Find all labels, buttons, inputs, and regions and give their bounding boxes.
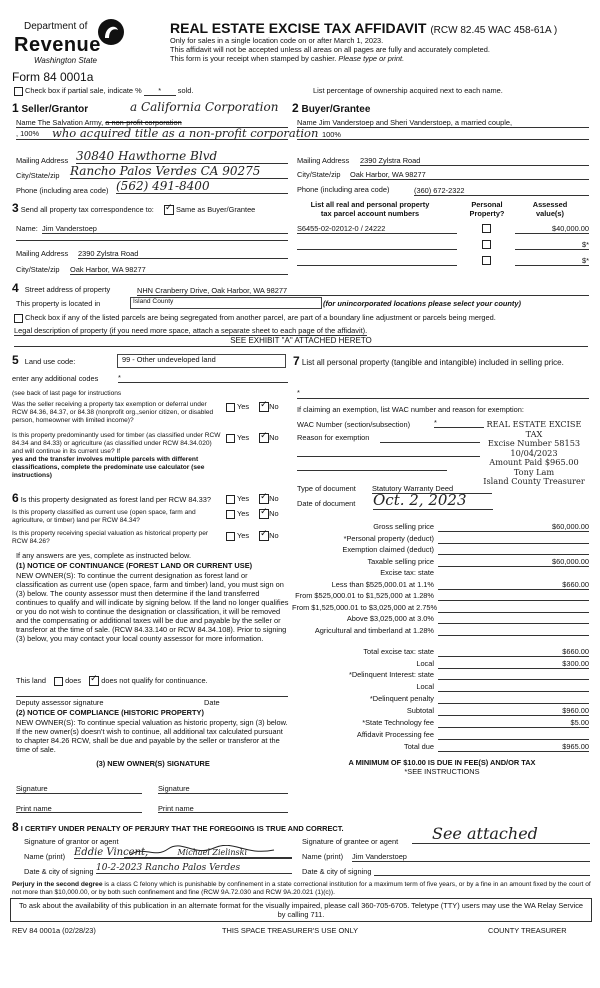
sig-label-1: Signature — [16, 784, 48, 793]
partial-sale-percent[interactable]: * — [144, 86, 176, 96]
parcel-personal-checkbox-1[interactable] — [482, 224, 491, 233]
calc-value — [438, 568, 589, 577]
header-line-2: This affidavit will not be accepted unless all areas on all pages are fully and accurately completed. — [170, 45, 490, 54]
calc-label: From $1,525,000.01 to $3,025,000 at 2.75% — [292, 602, 438, 612]
sec6-q2-yes[interactable] — [226, 510, 235, 519]
seller-heading: 1 Seller/Grantor — [12, 101, 89, 115]
calc-value[interactable] — [438, 730, 589, 740]
segregated-checkbox[interactable] — [14, 314, 23, 323]
buyer-pct: 100% — [322, 130, 341, 139]
parcel-number-3[interactable] — [297, 256, 457, 266]
sec7-line — [297, 398, 589, 399]
accessibility-box: To ask about the availability of this publication in an alternate format for the visually impaired, please call 360-705-6705. Teletype (TTY) users may use the WA Relay Service by calling 711. — [10, 898, 592, 922]
additional-codes[interactable]: * — [118, 373, 288, 383]
form-number: Form 84 0001a — [12, 70, 94, 84]
print-label-1: Print name — [16, 804, 52, 813]
wac-label: WAC Number (section/subsection) — [297, 420, 411, 429]
sec6-q1-no[interactable] — [259, 494, 269, 504]
seller-phone[interactable]: (562) 491-8400 — [116, 179, 288, 194]
sec6-q3-no[interactable] — [259, 531, 269, 541]
print-label-2: Print name — [158, 804, 194, 813]
land-not-qualify-checkbox[interactable] — [89, 676, 99, 686]
parcel-number-1[interactable]: S6455-02-02012-0 / 24222 — [297, 224, 457, 234]
reason-line-2[interactable] — [297, 456, 480, 457]
calc-value[interactable]: $60,000.00 — [438, 557, 589, 567]
logo — [14, 14, 129, 72]
sec5-q2b: yes and the transfer involves multiple parcels with different classifications, complete the predominate use calculator (see instructions) — [12, 456, 205, 479]
notice-1-text: NEW OWNER(S): To continue the current designation as forest land or classification as current use (open space, farm and timber) land, you must sign on (3) below. The county assessor must then determine if the land transferred continues to qualify and will indicate by signing below. If the land no longer qualifies or you do not wish to continue the designation or classification, it will be removed and the compensating or additional taxes will be due and payable by the seller or transferor at the time of sale. (RCW 84.33.140 or RCW 84.34.108). Prior to signing (3) below, you may contact your local county assessor for more information. — [16, 571, 289, 643]
calc-label: Affidavit Processing fee — [356, 730, 434, 739]
buyer-mail-label: Mailing Address — [297, 156, 350, 165]
seller-hw-corp: a California Corporation — [130, 100, 279, 114]
doc-date-label: Date of document — [297, 499, 356, 508]
parcel-header-numbers: List all real and personal property tax parcel account numbers — [310, 200, 430, 218]
seller-mail-label: Mailing Address — [16, 156, 69, 165]
sig-line-2[interactable] — [158, 793, 288, 794]
calc-label: Above $3,025,000 at 3.0% — [346, 614, 434, 623]
buyer-name-row: Name Jim Vanderstoep and Sheri Vanderstoep, a married couple, — [297, 118, 513, 127]
calc-label: Local — [416, 681, 434, 691]
sec5-q1-yes[interactable] — [226, 403, 235, 412]
calc-label: Subtotal — [406, 706, 434, 715]
calc-value[interactable] — [438, 670, 589, 680]
calc-label: Total excise tax: state — [363, 647, 434, 656]
stamp-line-3: 10/04/2023 — [510, 447, 558, 458]
sec3-mail-label: Mailing Address — [16, 249, 69, 258]
buyer-mail[interactable]: 2390 Zylstra Road — [360, 156, 589, 166]
sec5-q2: Is this property predominantly used for timber (as classified under RCW 84.34 and 84.33) or agriculture (as classified under RCW 84.34.020) and will continue in its current use? If — [12, 432, 221, 455]
parcel-value-3[interactable]: $* — [515, 256, 589, 266]
minimum-note: A MINIMUM OF $10.00 IS DUE IN FEE(S) AND/OR TAX — [348, 758, 536, 767]
calc-label: *Personal property (deduct) — [343, 533, 434, 543]
footer-rev: REV 84 0001a (02/28/23) — [12, 926, 96, 935]
calc-value[interactable] — [438, 603, 589, 613]
calc-value[interactable]: $660.00 — [438, 647, 589, 657]
calc-value[interactable] — [438, 545, 589, 555]
land-use-code[interactable]: 99 - Other undeveloped land — [117, 354, 286, 368]
header-line-3: This form is your receipt when stamped by cashier. Please type or print. — [170, 54, 405, 63]
buyer-phone[interactable]: (360) 672-2322 — [414, 186, 589, 196]
calc-value[interactable]: $5.00 — [438, 718, 589, 728]
calc-value[interactable] — [438, 591, 589, 601]
calc-label: Total due — [404, 742, 434, 751]
sec5-q2-answer: Yes ✓ No — [226, 433, 279, 443]
parcel-value-2[interactable]: $* — [515, 240, 589, 250]
buyer-city[interactable]: Oak Harbor, WA 98277 — [350, 170, 589, 180]
sec5-q2-no[interactable] — [259, 433, 269, 443]
notice-1-heading: (1) NOTICE OF CONTINUANCE (FOREST LAND OR CURRENT USE) — [16, 561, 253, 570]
stamp-line-4: Amount Paid $965.00 — [489, 457, 579, 467]
sec6-q1-answer: Yes ✓ No — [226, 494, 279, 504]
grantor-name-label: Name (print) — [24, 852, 66, 861]
grantee-signature[interactable]: See attached — [412, 824, 590, 844]
logo-revenue: Revenue — [14, 34, 101, 56]
sec6-q1-yes[interactable] — [226, 495, 235, 504]
buyer-city-label: City/State/zip — [297, 170, 341, 179]
exemption-label: If claiming an exemption, list WAC number and reason for exemption: — [297, 405, 524, 414]
grantor-date-city[interactable]: 10-2-2023 Rancho Palos Verdes — [96, 863, 292, 874]
sec3-line — [16, 240, 288, 241]
grantor-date-label: Date & city of signing — [24, 867, 94, 876]
calc-label: Gross selling price — [373, 522, 434, 531]
sec5-q2-yes[interactable] — [226, 434, 235, 443]
grantor-name[interactable]: Eddie Vincent, Michael Zielinski — [74, 847, 292, 859]
notice-2-text: NEW OWNER(S): To continue special valuation as historic property, sign (3) below. If the new owner(s) doesn't wish to continue, all additional tax calculated pursuant to chapter 84.26 RCW, shall be due and payable by the seller or transferor at the time of sale. — [16, 718, 288, 754]
sec6-q2: Is this property classified as current use (open space, farm and agriculture, or timber) land per RCW 84.34? — [12, 509, 196, 524]
reason-line-3[interactable] — [297, 470, 447, 471]
sec6-q3-yes[interactable] — [226, 532, 235, 541]
sec7-star: * — [297, 388, 300, 397]
parcel-header-assessed: Assessed value(s) — [532, 200, 568, 218]
legal-description[interactable]: SEE EXHIBIT "A" ATTACHED HERETO — [14, 336, 588, 347]
buyer-line-2 — [297, 139, 589, 140]
same-as-buyer-checkbox[interactable] — [164, 205, 174, 215]
doc-date[interactable]: Oct. 2, 2023 — [373, 491, 493, 510]
land-does-checkbox[interactable] — [54, 677, 63, 686]
calc-label: *Delinquent penalty — [369, 694, 434, 703]
grantor-sig-label: Signature of grantor or agent — [24, 837, 119, 846]
calc-label: *Delinquent Interest: state — [348, 670, 434, 679]
county-select[interactable]: Island County — [130, 297, 322, 309]
seller-line-2 — [16, 139, 288, 140]
grantee-name[interactable]: Jim Vanderstoep — [352, 852, 590, 862]
sec3-label: 3 Send all property tax correspondence to: ✓ Same as Buyer/Grantee — [12, 204, 255, 215]
sec3-name-label: Name: — [16, 224, 38, 233]
parcel-personal-checkbox-2[interactable] — [482, 240, 491, 249]
sec3-city-label: City/State/zip — [16, 265, 60, 274]
form-title: REAL ESTATE EXCISE TAX AFFIDAVIT (RCW 82.45 WAC 458-61A ) — [170, 20, 558, 36]
ownership-note: List percentage of ownership acquired next to each name. — [313, 86, 503, 95]
buyer-heading: 2 Buyer/Grantee — [292, 101, 371, 115]
logo-dept: Department of — [24, 21, 88, 32]
deputy-date-label: Date — [204, 698, 220, 707]
grantee-date-city[interactable] — [374, 875, 590, 876]
reason-line-1[interactable] — [380, 442, 480, 443]
wac-number[interactable]: * — [434, 418, 484, 428]
grantee-name-label: Name (print) — [302, 852, 344, 861]
calc-label: Excise tax: state — [380, 568, 434, 577]
doc-type-label: Type of document — [297, 484, 356, 493]
calc-label: Local — [416, 658, 434, 668]
sig-label-2: Signature — [158, 784, 190, 793]
parcel-personal-checkbox-3[interactable] — [482, 256, 491, 265]
calc-value[interactable] — [438, 614, 589, 624]
grantee-sig-label: Signature of grantee or agent — [302, 837, 399, 846]
calc-value[interactable]: $660.00 — [438, 580, 589, 590]
parcel-number-2[interactable] — [297, 240, 457, 250]
seller-phone-label: Phone (including area code) — [16, 186, 109, 195]
logo-state: Washington State — [34, 56, 98, 65]
footer-county: COUNTY TREASURER — [488, 926, 567, 935]
segregated-row: Check box if any of the listed parcels are being segregated from another parcel, are part of a boundary line adjustment or parcels being merged. — [14, 313, 496, 323]
calc-label: Exemption claimed (deduct) — [342, 545, 434, 554]
sec6-q3-answer: Yes ✓ No — [226, 531, 279, 541]
stamp-line-1: REAL ESTATE EXCISE TAX — [486, 419, 582, 439]
sec6-ifany: If any answers are yes, complete as instructed below. — [16, 551, 191, 560]
seller-city-label: City/State/zip — [16, 171, 60, 180]
seller-name[interactable]: The Salvation Army, — [37, 118, 104, 127]
doc-type[interactable]: Statutory Warranty Deed — [372, 484, 492, 494]
sec6-q1: 6 Is this property designated as forest land per RCW 84.33? — [12, 491, 211, 505]
calc-label: From $525,000.01 to $1,525,000 at 1.28% — [295, 591, 434, 600]
calc-value[interactable]: $300.00 — [438, 659, 589, 669]
buyer-name[interactable]: Jim Vanderstoep and Sheri Vanderstoep, a married couple, — [318, 118, 513, 127]
grantee-date-label: Date & city of signing — [302, 867, 372, 876]
see-instructions: (see back of last page for instructions — [12, 390, 122, 397]
stamp-line-2: Excise Number 58153 — [487, 438, 581, 448]
sec3-name[interactable]: Jim Vanderstoep — [42, 224, 288, 234]
legal-label: Legal description of property (if you need more space, attach a separate sheet to each page of the affidavit). — [14, 326, 368, 335]
calc-value[interactable]: $60,000.00 — [438, 522, 589, 532]
deputy-label: Deputy assessor signature — [16, 698, 104, 707]
uninc-note: (for unincorporated locations please select your county) — [323, 299, 521, 308]
buyer-name-line — [297, 127, 589, 128]
notice-3-heading: (3) NEW OWNER(S) SIGNATURE — [96, 759, 210, 768]
treasurer-stamp — [478, 420, 590, 487]
sec6-q2-answer: Yes ✓ No — [226, 509, 279, 519]
located-label: This property is located in — [16, 299, 101, 308]
parcel-value-1[interactable]: $40,000.00 — [515, 224, 589, 234]
buyer-phone-label: Phone (including area code) — [297, 185, 390, 194]
additional-codes-label: enter any additional codes — [12, 374, 99, 383]
notice-2-heading: (2) NOTICE OF COMPLIANCE (HISTORIC PROPERTY) — [16, 708, 204, 717]
sec3-city[interactable]: Oak Harbor, WA 98277 — [70, 265, 288, 275]
stamp-line-6: Island County Treasurer — [483, 476, 585, 486]
seller-city[interactable]: Rancho Palos Verdes CA 90275 — [70, 164, 288, 179]
parcel-header-personal: Personal Property? — [469, 200, 505, 218]
logo-swirl-icon — [96, 16, 126, 48]
sec6-q3: Is this property receiving special valuation as historical property per RCW 84.26? — [12, 530, 209, 545]
partial-sale-checkbox[interactable] — [14, 87, 23, 96]
this-land-row: This land does ✓ does not qualify for continuance. — [16, 676, 208, 686]
stamp-line-5: Tony Lam — [513, 466, 555, 477]
calc-label: *State Technology fee — [362, 718, 434, 727]
sec6-q2-no[interactable] — [259, 509, 269, 519]
reason-label: Reason for exemption — [297, 433, 370, 442]
seller-mail[interactable]: 30840 Hawthorne Blvd — [76, 149, 288, 164]
deputy-line — [16, 696, 288, 697]
seller-name-row: Name The Salvation Army, a non-profit corporation — [16, 118, 182, 127]
land-use-label: 5 Land use code: — [12, 353, 76, 367]
seller-hw-acquired: who acquired title as a non-profit corporation — [52, 126, 319, 140]
calc-label: Taxable selling price — [367, 556, 434, 566]
calc-value[interactable] — [438, 626, 589, 636]
sec5-q1-answer: Yes ✓ No — [226, 402, 279, 412]
sec7-label: 7 List all personal property (tangible and intangible) included in selling price. — [293, 354, 564, 368]
sec3-mail[interactable]: 2390 Zylstra Road — [78, 249, 288, 259]
calc-value[interactable] — [438, 534, 589, 544]
calc-value[interactable] — [438, 682, 589, 692]
header-line-1: Only for sales in a single location code on or after March 1, 2023. — [170, 36, 384, 45]
footer-space: THIS SPACE TREASURER'S USE ONLY — [222, 926, 359, 935]
sec4-addr-row: 4 Street address of property — [12, 281, 111, 295]
calc-label: Less than $525,000.01 at 1.1% — [331, 579, 434, 589]
calc-value[interactable] — [438, 694, 589, 704]
calc-value[interactable]: $960.00 — [438, 706, 589, 716]
sig-line-1[interactable] — [16, 793, 142, 794]
perjury-note: Perjury in the second degree is a class C felony which is punishable by confinement in a state correctional institution for a maximum term of five years, or by a fine in an amount fixed by the court of not more than $10,000.00, or by both such confinement and fine (RCW 9A.72.030 and RCW 9A.20.021 (1)(c)). — [12, 881, 591, 896]
calc-label: Agricultural and timberland at 1.28% — [314, 625, 434, 635]
seller-pct: , 100% — [16, 129, 40, 138]
calc-value[interactable]: $965.00 — [438, 742, 589, 752]
sec5-q1-no[interactable] — [259, 402, 269, 412]
partial-sale: Check box if partial sale, indicate % * sold. — [14, 86, 193, 96]
sec5-q1: Was the seller receiving a property tax exemption or deferral under RCW 84.36, 84.37, or 84.38 (nonprofit org.,senior citizen, or disabled person, homeowner with limited income)? — [12, 401, 214, 424]
certify: 8 I CERTIFY UNDER PENALTY OF PERJURY THAT THE FOREGOING IS TRUE AND CORRECT. — [12, 820, 344, 834]
property-address[interactable]: NHN Cranberry Drive, Oak Harbor, WA 98277 — [137, 286, 589, 296]
see-instructions-2: *SEE INSTRUCTIONS — [404, 767, 480, 776]
